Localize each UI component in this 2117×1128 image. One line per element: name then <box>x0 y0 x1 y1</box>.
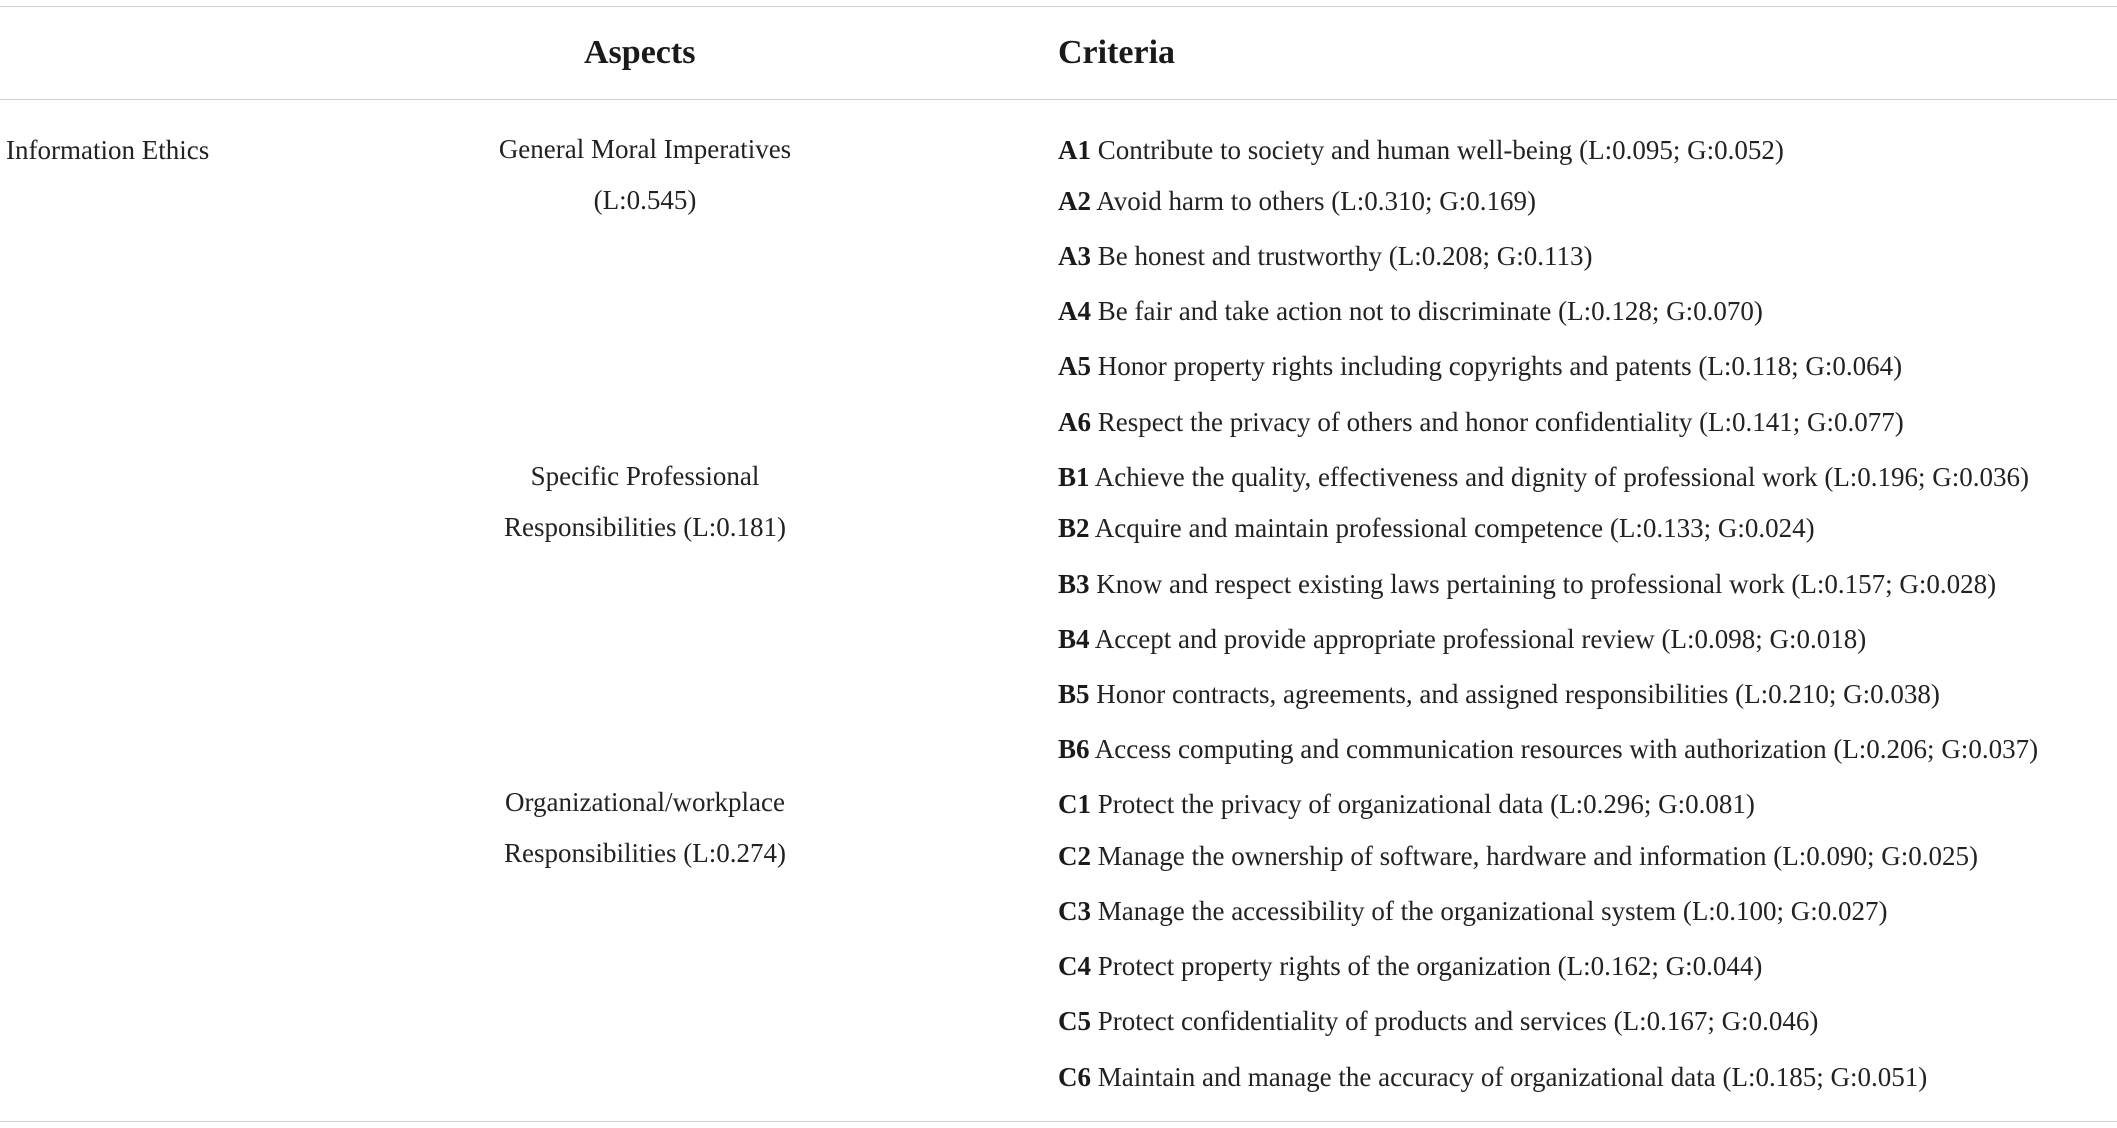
criterion-text: Be honest and trustworthy (L:0.208; G:0.113) <box>1097 241 1593 271</box>
criterion-text: Avoid harm to others (L:0.310; G:0.169) <box>1096 186 1536 216</box>
criterion-code: B5 <box>1058 679 1090 709</box>
criterion-text: Accept and provide appropriate professional review (L:0.098; G:0.018) <box>1094 624 1867 654</box>
criterion-code: B4 <box>1058 624 1090 654</box>
aspect-specific-professional-line2: Responsibilities (L:0.181) <box>504 512 786 542</box>
criterion-code: C2 <box>1058 841 1091 871</box>
criterion-row <box>1058 459 2029 495</box>
criterion-text: Contribute to society and human well-being (L:0.095; G:0.052) <box>1097 135 1784 165</box>
criterion-code: C3 <box>1058 896 1091 926</box>
criterion-row <box>1058 1059 1927 1095</box>
criterion-row <box>1058 838 1978 874</box>
criterion-text: Achieve the quality, effectiveness and dignity of professional work (L:0.196; G:0.036) <box>1094 462 2030 492</box>
criterion-text: Manage the ownership of software, hardware and information (L:0.090; G:0.025) <box>1097 841 1978 871</box>
header-criteria: Criteria <box>1058 34 1176 71</box>
criterion-row <box>1058 293 1763 329</box>
criterion-row <box>1058 183 1536 219</box>
criterion-row <box>1058 1003 1818 1039</box>
criterion-row <box>1058 786 1755 822</box>
criterion-code: A6 <box>1058 407 1091 437</box>
criterion-code: A2 <box>1058 186 1091 216</box>
criterion-text: Access computing and communication resources with authorization (L:0.206; G:0.037) <box>1094 734 2039 764</box>
criterion-code: A4 <box>1058 296 1091 326</box>
table-bottom-rule <box>0 1121 2117 1122</box>
dimension-label: Information Ethics <box>6 135 210 165</box>
criterion-text: Be fair and take action not to discriminate (L:0.128; G:0.070) <box>1097 296 1763 326</box>
criterion-code: B6 <box>1058 734 1090 764</box>
aspect-organizational-line2: Responsibilities (L:0.274) <box>504 838 786 868</box>
criterion-row <box>1058 238 1592 274</box>
criterion-row <box>1058 676 1940 712</box>
header-aspects: Aspects <box>584 34 696 71</box>
criterion-code: C1 <box>1058 789 1091 819</box>
criterion-code: B1 <box>1058 462 1090 492</box>
criterion-text: Maintain and manage the accuracy of organizational data (L:0.185; G:0.051) <box>1097 1062 1928 1092</box>
criterion-text: Acquire and maintain professional competence (L:0.133; G:0.024) <box>1094 513 1815 543</box>
criterion-code: A5 <box>1058 351 1091 381</box>
criterion-text: Know and respect existing laws pertaining to professional work (L:0.157; G:0.028) <box>1096 569 1997 599</box>
criterion-code: C4 <box>1058 951 1091 981</box>
criterion-row <box>1058 510 1815 546</box>
criterion-code: A1 <box>1058 135 1091 165</box>
aspect-specific-professional-line1: Specific Professional <box>530 461 760 491</box>
criterion-text: Protect property rights of the organization (L:0.162; G:0.044) <box>1097 951 1763 981</box>
aspect-organizational-line1: Organizational/workplace <box>505 787 785 817</box>
criterion-code: B3 <box>1058 569 1090 599</box>
criterion-text: Protect confidentiality of products and services (L:0.167; G:0.046) <box>1097 1006 1819 1036</box>
criterion-row <box>1058 404 1904 440</box>
criterion-code: B2 <box>1058 513 1090 543</box>
criterion-row <box>1058 731 2038 767</box>
aspect-general-moral-line1: General Moral Imperatives <box>498 134 792 164</box>
criterion-code: C5 <box>1058 1006 1091 1036</box>
criterion-code: C6 <box>1058 1062 1091 1092</box>
header-rule <box>0 99 2117 100</box>
criterion-row <box>1058 566 1996 602</box>
criterion-row <box>1058 621 1866 657</box>
criterion-code: A3 <box>1058 241 1091 271</box>
criterion-row <box>1058 948 1762 984</box>
criterion-row <box>1058 348 1902 384</box>
table-top-rule <box>0 6 2117 7</box>
aspect-general-moral-line2: (L:0.545) <box>593 185 697 215</box>
criterion-text: Protect the privacy of organizational data (L:0.296; G:0.081) <box>1097 789 1755 819</box>
criterion-text: Manage the accessibility of the organizational system (L:0.100; G:0.027) <box>1097 896 1888 926</box>
criterion-row <box>1058 132 1784 168</box>
criterion-row <box>1058 893 1888 929</box>
criterion-text: Honor property rights including copyrights and patents (L:0.118; G:0.064) <box>1097 351 1903 381</box>
criterion-text: Respect the privacy of others and honor confidentiality (L:0.141; G:0.077) <box>1097 407 1904 437</box>
criterion-text: Honor contracts, agreements, and assigned responsibilities (L:0.210; G:0.038) <box>1096 679 1940 709</box>
